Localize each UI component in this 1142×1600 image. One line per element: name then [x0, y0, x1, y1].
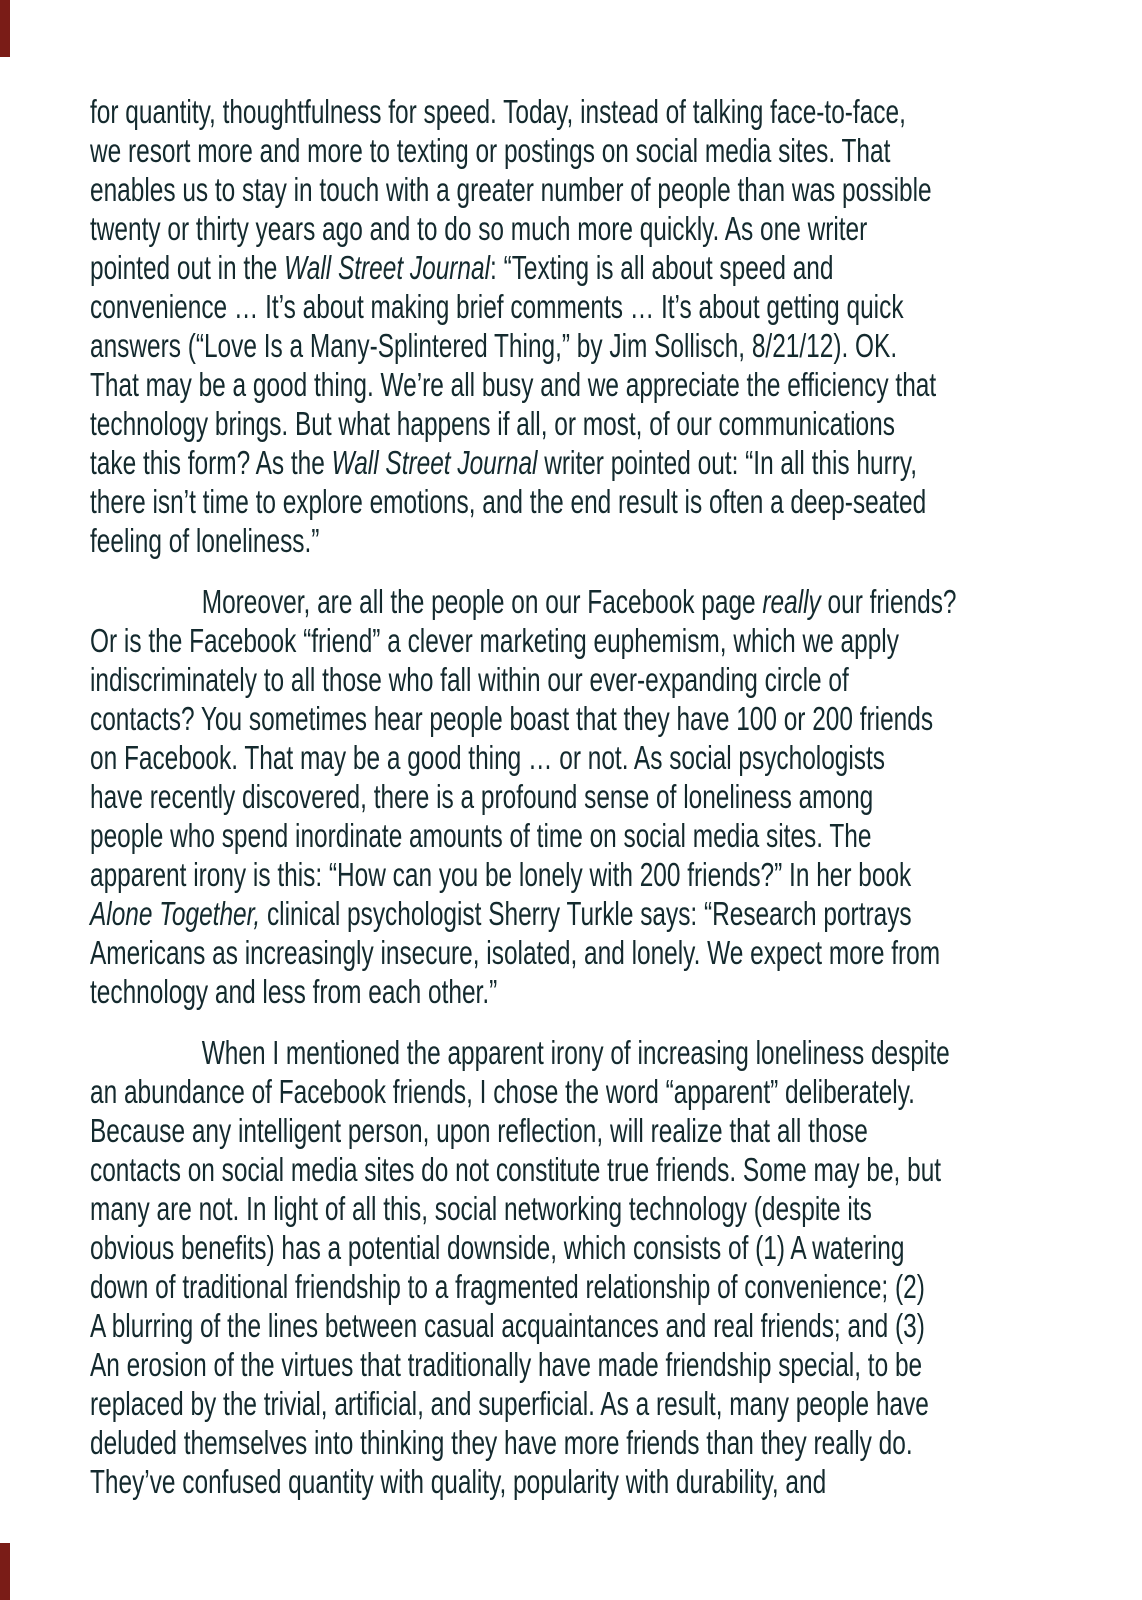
text-segment: writer pointed out: “In all this hurry, [537, 444, 918, 481]
text-line [90, 1228, 905, 1267]
text-segment: Because any intelligent person, upon reflection, will realize that all those [90, 1112, 868, 1149]
text-segment: clinical psychologist Sherry Turkle says: “Research portrays [260, 895, 912, 932]
text-line [90, 777, 874, 816]
text-line [90, 365, 937, 404]
text-line [90, 482, 927, 521]
text-segment: we resort more and more to texting or postings on social media sites. That [90, 132, 891, 169]
text-line [90, 1384, 929, 1423]
text-segment: obvious benefits) has a potential downside, which consists of (1) A watering [90, 1229, 905, 1266]
text-line [90, 621, 899, 660]
text-line [90, 248, 837, 287]
text-line [90, 404, 895, 443]
text-line [90, 855, 912, 894]
paragraph [90, 582, 957, 1011]
text-segment: our friends? [820, 583, 957, 620]
text-segment: there isn’t time to explore emotions, and the end result is often a deep-seated [90, 483, 927, 520]
text-line [90, 92, 906, 131]
text-segment: : “Texting is all about speed and [490, 249, 834, 286]
text-line [90, 326, 898, 365]
text-segment: technology brings. But what happens if all, or most, of our communications [90, 405, 895, 442]
text-segment: for quantity, thoughtfulness for speed. Today, instead of talking face-to-face, [90, 93, 906, 130]
page-edge-mark-top [0, 0, 10, 57]
italic-text-segment: really [762, 583, 821, 620]
paragraph [90, 1033, 950, 1501]
text-line [90, 170, 932, 209]
text-segment: have recently discovered, there is a profound sense of loneliness among [90, 778, 874, 815]
text-segment: When I mentioned the apparent irony of increasing loneliness despite [201, 1034, 950, 1071]
italic-text-segment: Alone Together, [90, 895, 261, 932]
text-line [90, 894, 912, 933]
paragraph [90, 92, 937, 560]
text-segment: deluded themselves into thinking they have more friends than they really do. [90, 1424, 913, 1461]
text-line [90, 1072, 915, 1111]
text-line [90, 582, 957, 621]
text-line [90, 1111, 868, 1150]
page-text [90, 92, 1100, 1501]
text-segment: an abundance of Facebook friends, I chose the word “apparent” deliberately. [90, 1073, 915, 1110]
italic-text-segment: Wall Street Journal [331, 444, 538, 481]
text-segment: replaced by the trivial, artificial, and superficial. As a result, many people have [90, 1385, 929, 1422]
text-segment: Americans as increasingly insecure, isolated, and lonely. We expect more from [90, 934, 941, 971]
text-line [90, 1345, 923, 1384]
text-segment: down of traditional friendship to a fragmented relationship of convenience; (2) [90, 1268, 925, 1305]
text-segment: That may be a good thing. We’re all busy and we appreciate the efficiency that [90, 366, 937, 403]
text-line [90, 209, 868, 248]
text-segment: Moreover, are all the people on our Facebook page [201, 583, 763, 620]
text-line [90, 1189, 872, 1228]
text-line [90, 287, 904, 326]
text-line [90, 1306, 925, 1345]
text-line [90, 1150, 942, 1189]
text-line [90, 131, 891, 170]
text-line [90, 1267, 925, 1306]
text-segment: on Facebook. That may be a good thing … or not. As social psychologists [90, 739, 886, 776]
text-segment: Or is the Facebook “friend” a clever marketing euphemism, which we apply [90, 622, 899, 659]
text-line [90, 521, 837, 560]
text-segment: contacts? You sometimes hear people boast that they have 100 or 200 friends [90, 700, 934, 737]
text-segment: many are not. In light of all this, social networking technology (despite its [90, 1190, 872, 1227]
text-segment: enables us to stay in touch with a greater number of people than was possible [90, 171, 932, 208]
text-segment: pointed out in the [90, 249, 285, 286]
page-edge-mark-bottom [0, 1543, 10, 1600]
text-line [90, 699, 934, 738]
text-segment: contacts on social media sites do not constitute true friends. Some may be, but [90, 1151, 942, 1188]
text-segment: convenience … It’s about making brief comments … It’s about getting quick [90, 288, 904, 325]
italic-text-segment: Wall Street Journal [284, 249, 491, 286]
text-segment: indiscriminately to all those who fall within our ever-expanding circle of [90, 661, 849, 698]
text-line [90, 1462, 837, 1501]
text-segment: They’ve confused quantity with quality, popularity with durability, and [90, 1463, 827, 1500]
text-line [90, 933, 941, 972]
text-line [90, 660, 849, 699]
text-line [90, 738, 886, 777]
text-segment: An erosion of the virtues that traditionally have made friendship special, to be [90, 1346, 923, 1383]
text-segment: apparent irony is this: “How can you be lonely with 200 friends?” In her book [90, 856, 912, 893]
text-segment: feeling of loneliness.” [90, 522, 320, 559]
text-segment: technology and less from each other.” [90, 973, 498, 1010]
text-segment: take this form? As the [90, 444, 332, 481]
text-segment: A blurring of the lines between casual acquaintances and real friends; and (3) [90, 1307, 925, 1344]
text-segment: people who spend inordinate amounts of time on social media sites. The [90, 817, 872, 854]
text-line [90, 443, 918, 482]
text-line [90, 1423, 913, 1462]
text-line [90, 972, 837, 1011]
text-segment: answers (“Love Is a Many-Splintered Thing,” by Jim Sollisch, 8/21/12). OK. [90, 327, 898, 364]
text-line [90, 1033, 950, 1072]
text-segment: twenty or thirty years ago and to do so much more quickly. As one writer [90, 210, 868, 247]
text-line [90, 816, 872, 855]
